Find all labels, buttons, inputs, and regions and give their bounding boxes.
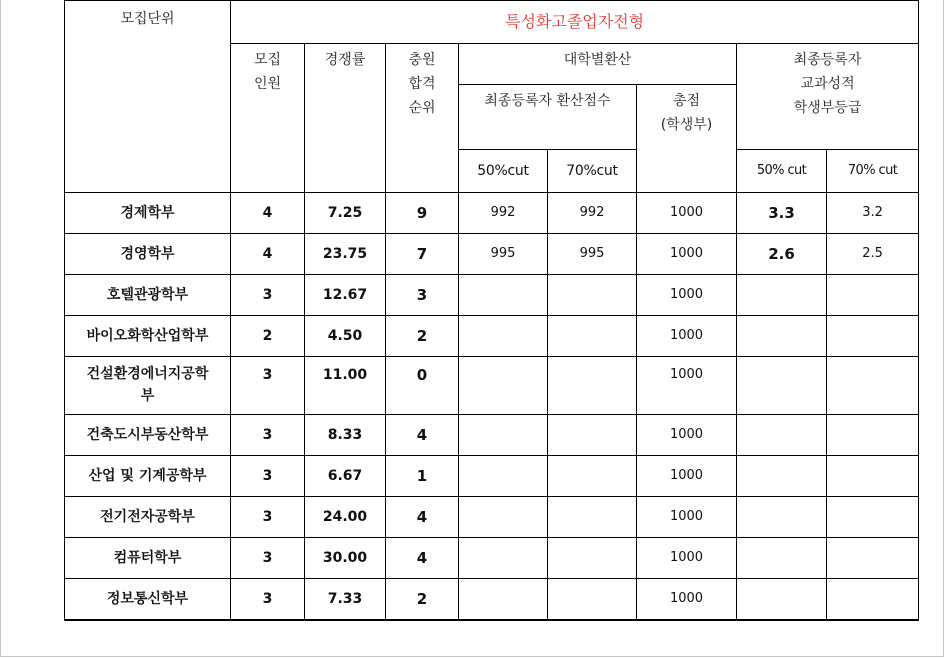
- score-50-cell: [459, 456, 548, 497]
- conversion-header: 대학별환산: [459, 44, 737, 85]
- score-50-cell: [459, 579, 548, 620]
- recruit-cell: 3: [231, 357, 305, 415]
- grade-50-cell: [737, 316, 827, 357]
- score-70cut-header: 70%cut: [548, 150, 637, 193]
- table-row: [65, 357, 919, 415]
- competition-cell: 11.00: [305, 357, 386, 415]
- grade-70-cell: 2.5: [827, 234, 919, 275]
- recruit-cell: 4: [231, 234, 305, 275]
- score-70-cell: [548, 275, 637, 316]
- rank-cell: 1: [386, 456, 459, 497]
- competition-cell: 23.75: [305, 234, 386, 275]
- grade-70-cell: [827, 538, 919, 579]
- table-row: [65, 234, 919, 275]
- grade-50-cell: 3.3: [737, 193, 827, 234]
- score-50-cell: [459, 497, 548, 538]
- total-cell: 1000: [637, 579, 737, 620]
- grade-50-cell: [737, 415, 827, 456]
- table-row: [65, 275, 919, 316]
- dept-cell: 정보통신학부: [65, 579, 231, 620]
- recruit-cell: 3: [231, 538, 305, 579]
- score-70-cell: [548, 497, 637, 538]
- score-70-cell: [548, 538, 637, 579]
- rank-cell: 0: [386, 357, 459, 415]
- table-row: [65, 193, 919, 234]
- grade-50-cell: [737, 579, 827, 620]
- grade-70-cell: [827, 275, 919, 316]
- table-row: [65, 579, 919, 620]
- competition-cell: 30.00: [305, 538, 386, 579]
- rank-cell: 4: [386, 538, 459, 579]
- score-50-cell: [459, 415, 548, 456]
- total-cell: 1000: [637, 316, 737, 357]
- score-70-cell: [548, 357, 637, 415]
- competition-cell: 8.33: [305, 415, 386, 456]
- total-cell: 1000: [637, 275, 737, 316]
- competition-header: 경쟁률: [305, 44, 386, 193]
- rank-cell: 7: [386, 234, 459, 275]
- score-70-cell: [548, 456, 637, 497]
- total-cell: 1000: [637, 234, 737, 275]
- recruit-cell: 3: [231, 497, 305, 538]
- recruit-cell: 2: [231, 316, 305, 357]
- total-cell: 1000: [637, 415, 737, 456]
- dept-cell: 전기전자공학부: [65, 497, 231, 538]
- competition-cell: 12.67: [305, 275, 386, 316]
- rank-header: 충원 합격 순위: [386, 44, 459, 193]
- total-header: 총점 (학생부): [637, 85, 737, 193]
- grade-50-cell: [737, 275, 827, 316]
- grade-header: 최종등록자 교과성적 학생부등급: [737, 44, 919, 150]
- admission-type-header: 특성화고졸업자전형: [231, 1, 919, 44]
- grade-70-cell: 3.2: [827, 193, 919, 234]
- recruit-cell: 3: [231, 415, 305, 456]
- rank-cell: 2: [386, 579, 459, 620]
- grade-50-cell: [737, 538, 827, 579]
- dept-cell: 경영학부: [65, 234, 231, 275]
- competition-cell: 7.25: [305, 193, 386, 234]
- total-cell: 1000: [637, 193, 737, 234]
- unit-header: 모집단위: [65, 1, 231, 193]
- rank-cell: 9: [386, 193, 459, 234]
- recruit-header: 모집 인원: [231, 44, 305, 193]
- score-70-cell: [548, 415, 637, 456]
- score-50-cell: [459, 316, 548, 357]
- score-50-cell: [459, 275, 548, 316]
- dept-cell: 바이오화학산업학부: [65, 316, 231, 357]
- table-row: [65, 415, 919, 456]
- competition-cell: 4.50: [305, 316, 386, 357]
- recruit-cell: 4: [231, 193, 305, 234]
- score-50-cell: [459, 538, 548, 579]
- competition-cell: 7.33: [305, 579, 386, 620]
- grade-50-cell: [737, 456, 827, 497]
- dept-cell: 산업 및 기계공학부: [65, 456, 231, 497]
- score-70-cell: [548, 579, 637, 620]
- grade-50cut-header: 50% cut: [737, 150, 827, 193]
- recruit-cell: 3: [231, 456, 305, 497]
- grade-70-cell: [827, 579, 919, 620]
- final-score-header: 최종등록자 환산점수: [459, 85, 637, 150]
- grade-70-cell: [827, 497, 919, 538]
- competition-cell: 6.67: [305, 456, 386, 497]
- dept-cell: 건설환경에너지공학 부: [65, 357, 231, 415]
- dept-cell: 건축도시부동산학부: [65, 415, 231, 456]
- grade-70-cell: [827, 456, 919, 497]
- score-70-cell: 995: [548, 234, 637, 275]
- score-50-cell: [459, 357, 548, 415]
- grade-50-cell: [737, 497, 827, 538]
- grade-70cut-header: 70% cut: [827, 150, 919, 193]
- dept-cell: 경제학부: [65, 193, 231, 234]
- total-cell: 1000: [637, 357, 737, 415]
- grade-70-cell: [827, 415, 919, 456]
- dept-cell: 컴퓨터학부: [65, 538, 231, 579]
- table-row: [65, 538, 919, 579]
- score-50cut-header: 50%cut: [459, 150, 548, 193]
- recruit-cell: 3: [231, 275, 305, 316]
- competition-cell: 24.00: [305, 497, 386, 538]
- recruit-cell: 3: [231, 579, 305, 620]
- table-row: [65, 497, 919, 538]
- score-50-cell: 995: [459, 234, 548, 275]
- grade-70-cell: [827, 316, 919, 357]
- table-row: [65, 316, 919, 357]
- score-70-cell: [548, 316, 637, 357]
- score-70-cell: 992: [548, 193, 637, 234]
- total-cell: 1000: [637, 456, 737, 497]
- dept-cell: 호텔관광학부: [65, 275, 231, 316]
- total-cell: 1000: [637, 497, 737, 538]
- rank-cell: 2: [386, 316, 459, 357]
- total-cell: 1000: [637, 538, 737, 579]
- table-row: [65, 456, 919, 497]
- grade-70-cell: [827, 357, 919, 415]
- rank-cell: 4: [386, 415, 459, 456]
- rank-cell: 3: [386, 275, 459, 316]
- admission-results-table: [64, 0, 919, 621]
- grade-50-cell: 2.6: [737, 234, 827, 275]
- score-50-cell: 992: [459, 193, 548, 234]
- rank-cell: 4: [386, 497, 459, 538]
- grade-50-cell: [737, 357, 827, 415]
